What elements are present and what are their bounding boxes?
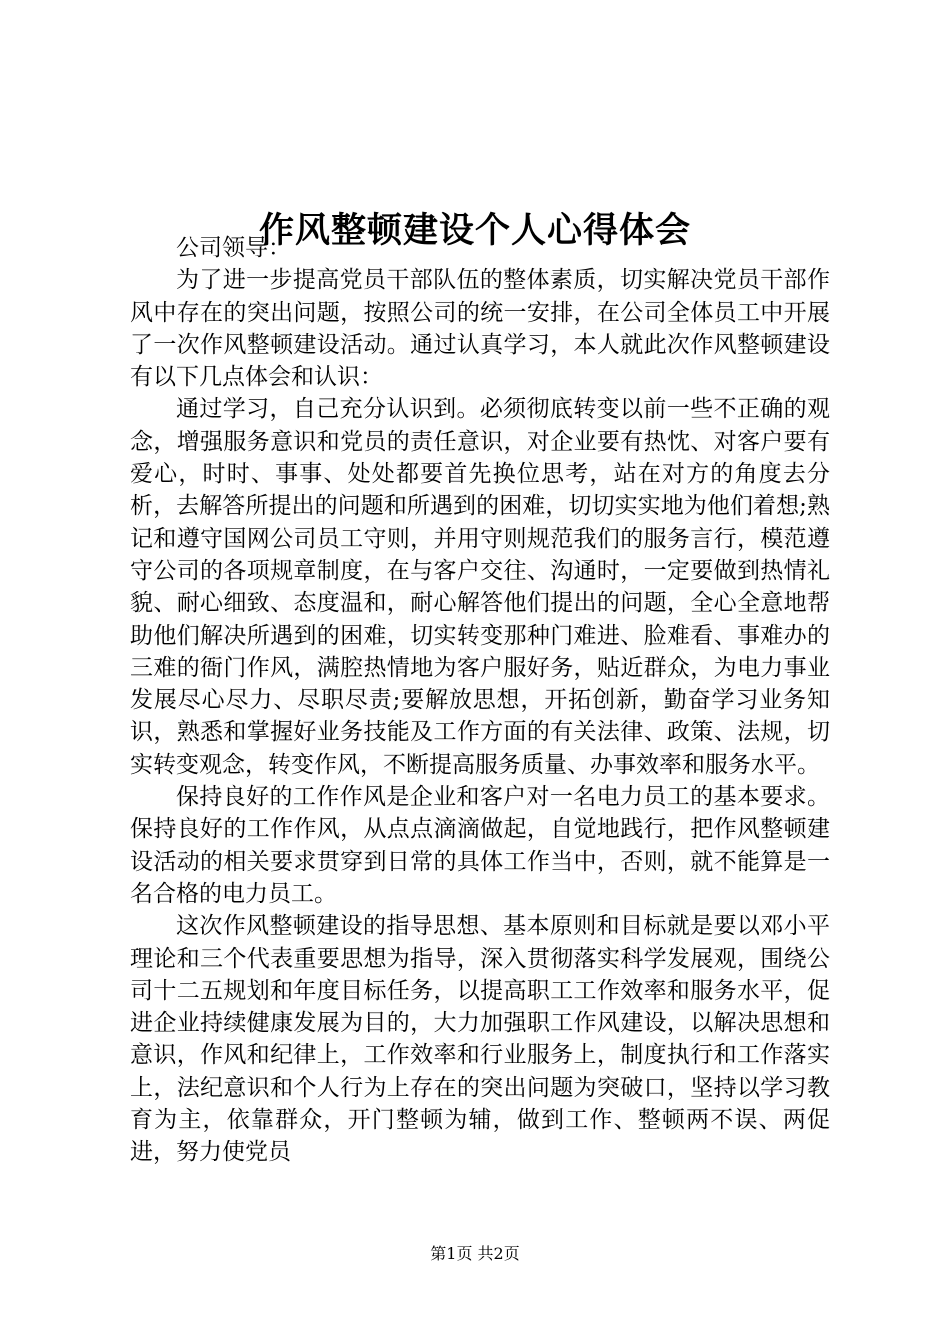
document-title: 作风整顿建设个人心得体会 [258,210,691,252]
paragraph-learning: 通过学习，自己充分认识到。必须彻底转变以前一些不正确的观念，增强服务意识和党员的责任意识，对企业要有热忱、对客户要有爱心，时时、事事、处处都要首先换位思考，站在对方的角度去分析，去解答所提出的问题和所遇到的困难，切切实实地为他们着想;熟记和遵守国网公司员工守则，并用守则规范我们的服务言行，模范遵守公司的各项规章制度，在与客户交往、沟通时，一定要做到热情礼貌、耐心细致、态度温和，耐心解答他们提出的问题，全心全意地帮助他们解决所遇到的困难，切实转变那种门难进、脸难看、事难办的三难的衙门作风，满腔热情地为客户服好务，贴近群众，为电力事业发展尽心尽力、尽职尽责;要解放思想，开拓创新，勤奋学习业务知识，熟悉和掌握好业务技能及工作方面的有关法律、政策、法规，切实转变观念，转变作风，不断提高服务质量、办事效率和服务水平。 [130,396,830,778]
paragraph-work-style: 保持良好的工作作风是企业和客户对一名电力员工的基本要求。保持良好的工作作风，从点点滴滴做起，自觉地践行，把作风整顿建设活动的相关要求贯穿到日常的具体工作当中，否则，就不能算是一名合格的电力员工。 [130,784,830,907]
document-body [130,232,830,1169]
paragraph-guiding-thought: 这次作风整顿建设的指导思想、基本原则和目标就是要以邓小平理论和三个代表重要思想为指导，深入贯彻落实科学发展观，围绕公司十二五规划和年度目标任务，以提高职工工作效率和服务水平，促进企业持续健康发展为目的，大力加强职工作风建设，以解决思想和意识，作风和纪律上，工作效率和行业服务上，制度执行和工作落实上，法纪意识和个人行为上存在的突出问题为突破口，坚持以学习教育为主，依靠群众，开门整顿为辅，做到工作、整顿两不误、两促进，努力使党员 [130,913,830,1166]
paragraph-intro: 为了进一步提高党员干部队伍的整体素质，切实解决党员干部作风中存在的突出问题，按照公司的统一安排，在公司全体员工中开展了一次作风整顿建设活动。通过认真学习，本人就此次作风整顿建设有以下几点体会和认识： [130,267,830,391]
page-footer: 第1页 共2页 [430,1244,520,1263]
salutation: 公司领导： [176,235,291,261]
